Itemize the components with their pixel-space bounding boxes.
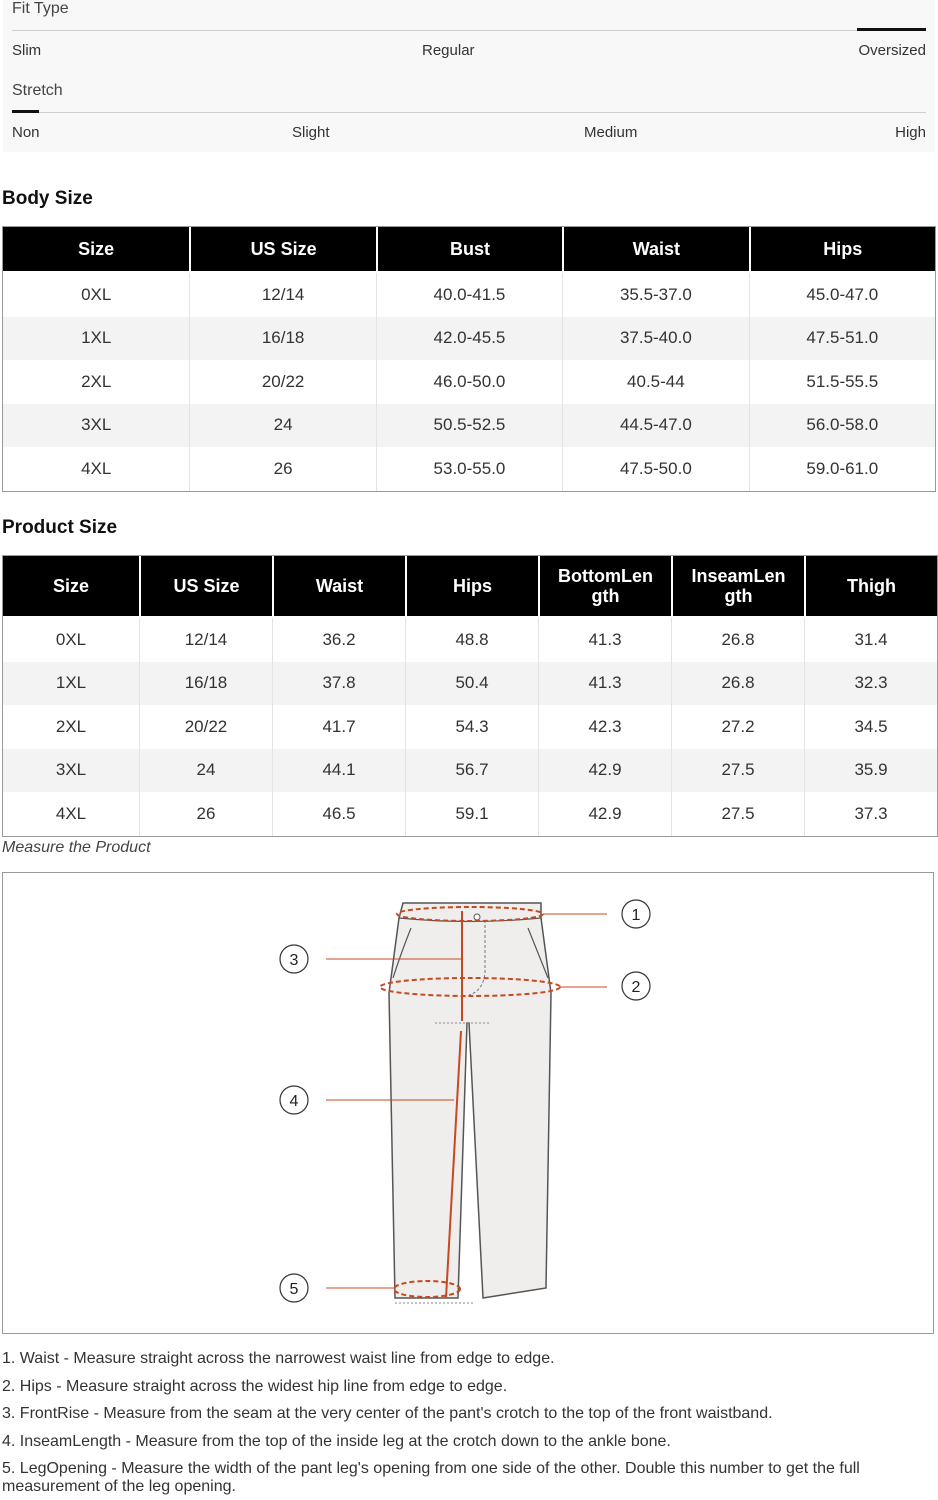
table-cell: 42.0-45.5 [376,317,562,361]
note-waist: 1. Waist - Measure straight across the narrowest waist line from edge to edge. [2,1350,555,1367]
fit-type-label-slim: Slim [12,42,42,59]
table-cell: 53.0-55.0 [376,447,562,491]
table-cell: 40.5-44 [562,360,748,404]
fit-panel [3,0,935,152]
fit-type-selected-marker [857,28,926,31]
body-size-table [2,226,936,492]
callout-2 [622,972,650,1000]
table-row [3,447,935,491]
body-size-title: Body Size [2,188,93,209]
table-cell: 41.7 [272,705,405,749]
table-cell: 42.9 [538,749,671,793]
fit-type-track [12,30,926,31]
table-cell: 26 [189,447,375,491]
table-cell: 50.5-52.5 [376,404,562,448]
callout-label: 1 [631,907,641,924]
table-cell: 37.5-40.0 [562,317,748,361]
header-waist: Waist [562,227,748,273]
table-cell: 20/22 [139,705,272,749]
table-cell: 41.3 [538,618,671,662]
table-cell: 1XL [3,662,139,706]
stretch-label-slight: Slight [292,124,330,141]
fit-type-label-regular: Regular [422,42,475,59]
stretch-track [12,112,926,113]
header-hips: Hips [749,227,935,273]
note-hips: 2. Hips - Measure straight across the widest hip line from edge to edge. [2,1377,508,1395]
table-cell: 59.0-61.0 [749,447,935,491]
table-row [3,705,937,749]
pants-measurement-diagram [2,872,934,1334]
table-cell: 47.5-50.0 [562,447,748,491]
callout-label: 5 [289,1281,299,1298]
table-cell: 31.4 [804,618,937,662]
note-front-rise: 3. FrontRise - Measure from the seam at the very center of the pant's crotch to the top of the front waistband. [2,1405,773,1422]
table-cell: 44.1 [272,749,405,793]
table-cell: 48.8 [405,618,538,662]
product-size-table [2,555,938,837]
callout-label: 2 [631,979,641,996]
callout-1 [622,900,650,928]
table-cell: 27.2 [671,705,804,749]
table-cell: 16/18 [189,317,375,361]
table-row [3,360,935,404]
table-cell: 37.3 [804,792,937,836]
table-cell: 4XL [3,792,139,836]
callout-3 [280,945,308,973]
note-leg-opening: 5. LegOpening - Measure the width of the pant leg's opening from one side of the other. Double this number to get the full measurement of the leg opening. [2,1460,860,1495]
button-icon [474,914,480,920]
table-cell: 26.8 [671,618,804,662]
header-thigh: Thigh [804,556,937,618]
table-cell: 4XL [3,447,189,491]
table-row [3,273,935,317]
note-inseam-length: 4. InseamLength - Measure from the top of the inside leg at the crotch down to the ankle bone. [2,1432,671,1450]
header-size: Size [3,227,189,273]
table-cell: 20/22 [189,360,375,404]
measurement-notes [2,1350,936,1496]
pants-diagram-svg [3,873,933,1333]
pants-illustration [389,903,551,1303]
table-cell: 2XL [3,705,139,749]
table-cell: 2XL [3,360,189,404]
header-size: Size [3,556,139,618]
table-cell: 42.9 [538,792,671,836]
table-cell: 34.5 [804,705,937,749]
header-bottom-length: BottomLen gth [538,556,671,618]
table-cell: 41.3 [538,662,671,706]
stretch-label-non: Non [12,124,40,141]
table-cell: 40.0-41.5 [376,273,562,317]
header-waist: Waist [272,556,405,618]
table-cell: 45.0-47.0 [749,273,935,317]
callout-4 [280,1086,308,1114]
table-cell: 27.5 [671,749,804,793]
table-cell: 35.9 [804,749,937,793]
callout-label: 3 [289,952,299,969]
table-cell: 56.0-58.0 [749,404,935,448]
header-hips: Hips [405,556,538,618]
stretch-label-high: High [895,124,926,141]
table-cell: 1XL [3,317,189,361]
table-cell: 12/14 [139,618,272,662]
table-row [3,792,937,836]
table-cell: 37.8 [272,662,405,706]
fit-type-label-oversized: Oversized [858,42,926,59]
measure-caption: Measure the Product [2,839,151,856]
fit-type-title: Fit Type [12,0,69,17]
table-cell: 59.1 [405,792,538,836]
header-us-size: US Size [139,556,272,618]
header-bust: Bust [376,227,562,273]
table-cell: 50.4 [405,662,538,706]
table-cell: 27.5 [671,792,804,836]
table-row [3,662,937,706]
stretch-selected-marker [12,110,39,113]
table-cell: 0XL [3,273,189,317]
header-inseam-length: InseamLen gth [671,556,804,618]
table-cell: 32.3 [804,662,937,706]
table-cell: 26.8 [671,662,804,706]
table-cell: 3XL [3,749,139,793]
table-row [3,618,937,662]
table-row [3,749,937,793]
table-cell: 3XL [3,404,189,448]
table-cell: 51.5-55.5 [749,360,935,404]
table-cell: 46.0-50.0 [376,360,562,404]
table-cell: 46.5 [272,792,405,836]
callout-5 [280,1274,308,1302]
table-cell: 24 [139,749,272,793]
table-cell: 44.5-47.0 [562,404,748,448]
table-cell: 56.7 [405,749,538,793]
table-cell: 0XL [3,618,139,662]
table-cell: 35.5-37.0 [562,273,748,317]
header-us-size: US Size [189,227,375,273]
table-header-row [3,556,937,618]
table-cell: 16/18 [139,662,272,706]
product-size-title: Product Size [2,517,118,538]
table-cell: 42.3 [538,705,671,749]
stretch-label-medium: Medium [584,124,638,141]
table-cell: 47.5-51.0 [749,317,935,361]
table-row [3,317,935,361]
table-cell: 12/14 [189,273,375,317]
table-cell: 26 [139,792,272,836]
table-cell: 24 [189,404,375,448]
table-header-row [3,227,935,273]
callout-label: 4 [289,1093,299,1110]
stretch-title: Stretch [12,82,63,99]
table-row [3,404,935,448]
table-cell: 36.2 [272,618,405,662]
table-cell: 54.3 [405,705,538,749]
